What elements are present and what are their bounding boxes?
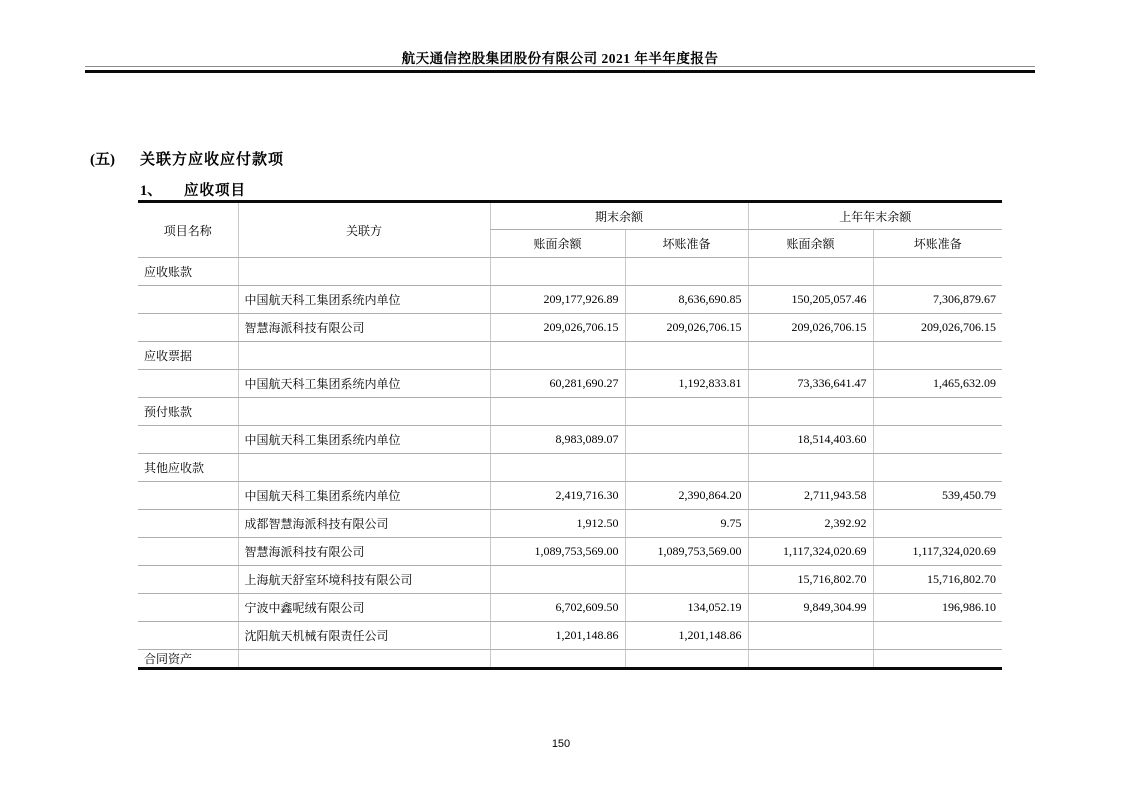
amount-cell [490,566,625,594]
table-header-row-groups [138,202,1002,230]
amount-cell: 1,912.50 [490,510,625,538]
header-item-name: 项目名称 [138,202,238,258]
item-name-cell [138,426,238,454]
amount-cell: 539,450.79 [873,482,1002,510]
header-book-balance-period-end: 账面余额 [490,230,625,258]
amount-cell: 1,192,833.81 [625,370,748,398]
related-party-cell: 智慧海派科技有限公司 [238,538,490,566]
amount-cell: 1,089,753,569.00 [625,538,748,566]
amount-cell [625,454,748,482]
amount-cell: 15,716,802.70 [873,566,1002,594]
item-name-cell [138,566,238,594]
item-name-cell [138,594,238,622]
amount-cell: 1,465,632.09 [873,370,1002,398]
amount-cell: 7,306,879.67 [873,286,1002,314]
amount-cell: 15,716,802.70 [748,566,873,594]
subsection-number: 1、 [140,183,162,199]
related-party-cell: 智慧海派科技有限公司 [238,314,490,342]
related-party-cell: 中国航天科工集团系统内单位 [238,426,490,454]
amount-cell [748,454,873,482]
page-number: 150 [551,738,571,750]
amount-cell [625,566,748,594]
table-row [138,286,1002,314]
amount-cell: 60,281,690.27 [490,370,625,398]
amount-cell: 209,026,706.15 [748,314,873,342]
amount-cell [873,342,1002,370]
table-row [138,482,1002,510]
item-name-cell: 应收票据 [138,342,238,370]
amount-cell [625,258,748,286]
amount-cell: 196,986.10 [873,594,1002,622]
amount-cell: 209,177,926.89 [490,286,625,314]
amount-cell: 1,117,324,020.69 [873,538,1002,566]
related-party-cell: 中国航天科工集团系统内单位 [238,370,490,398]
table-row [138,622,1002,650]
related-party-cell [238,650,490,669]
receivables-table-body [138,258,1002,669]
amount-cell: 1,117,324,020.69 [748,538,873,566]
amount-cell: 18,514,403.60 [748,426,873,454]
amount-cell: 2,711,943.58 [748,482,873,510]
section-number: (五) [90,152,115,168]
receivables-table-head [138,202,1002,258]
related-party-cell [238,454,490,482]
table-row [138,510,1002,538]
amount-cell: 209,026,706.15 [625,314,748,342]
header-bad-debt-prior-year: 坏账准备 [873,230,1002,258]
related-party-cell: 中国航天科工集团系统内单位 [238,286,490,314]
category-row [138,258,1002,286]
table-row [138,314,1002,342]
related-party-cell: 成都智慧海派科技有限公司 [238,510,490,538]
amount-cell: 2,419,716.30 [490,482,625,510]
item-name-cell: 应收账款 [138,258,238,286]
amount-cell: 150,205,057.46 [748,286,873,314]
category-row [138,398,1002,426]
subsection-title: 应收项目 [184,183,246,199]
related-party-cell: 上海航天舒室环境科技有限公司 [238,566,490,594]
amount-cell [873,398,1002,426]
amount-cell: 1,201,148.86 [490,622,625,650]
amount-cell [873,622,1002,650]
item-name-cell [138,538,238,566]
header-prior-year-end-group: 上年年末余额 [748,202,1002,230]
amount-cell [490,650,625,669]
section-title: 关联方应收应付款项 [140,152,285,168]
header-period-end-group: 期末余额 [490,202,748,230]
amount-cell [625,398,748,426]
item-name-cell: 预付账款 [138,398,238,426]
amount-cell [490,454,625,482]
amount-cell: 2,390,864.20 [625,482,748,510]
header-book-balance-prior-year: 账面余额 [748,230,873,258]
amount-cell [625,342,748,370]
report-header-title: 航天通信控股集团股份有限公司 2021 年半年度报告 [401,51,719,66]
item-name-cell [138,370,238,398]
related-party-cell [238,258,490,286]
amount-cell [748,622,873,650]
item-name-cell: 其他应收款 [138,454,238,482]
amount-cell [748,342,873,370]
amount-cell: 209,026,706.15 [490,314,625,342]
amount-cell: 134,052.19 [625,594,748,622]
amount-cell [490,258,625,286]
category-row [138,342,1002,370]
related-party-cell [238,342,490,370]
amount-cell: 2,392.92 [748,510,873,538]
amount-cell: 8,636,690.85 [625,286,748,314]
header-related-party: 关联方 [238,202,490,258]
item-name-cell [138,622,238,650]
amount-cell: 1,201,148.86 [625,622,748,650]
receivables-table [138,200,1002,670]
amount-cell: 9.75 [625,510,748,538]
table-row [138,538,1002,566]
table-row [138,594,1002,622]
amount-cell [490,398,625,426]
header-rule [85,66,1035,73]
table-row [138,566,1002,594]
amount-cell: 73,336,641.47 [748,370,873,398]
related-party-cell: 中国航天科工集团系统内单位 [238,482,490,510]
amount-cell [873,454,1002,482]
category-row [138,650,1002,669]
amount-cell: 8,983,089.07 [490,426,625,454]
amount-cell: 1,089,753,569.00 [490,538,625,566]
item-name-cell [138,510,238,538]
amount-cell [873,426,1002,454]
item-name-cell [138,482,238,510]
header-bad-debt-period-end: 坏账准备 [625,230,748,258]
table-row [138,370,1002,398]
amount-cell [873,258,1002,286]
item-name-cell [138,286,238,314]
related-party-cell: 宁波中鑫呢绒有限公司 [238,594,490,622]
related-party-cell: 沈阳航天机械有限责任公司 [238,622,490,650]
amount-cell [748,258,873,286]
amount-cell [625,426,748,454]
amount-cell: 9,849,304.99 [748,594,873,622]
item-name-cell [138,314,238,342]
related-party-cell [238,398,490,426]
amount-cell [490,342,625,370]
amount-cell [748,650,873,669]
amount-cell [873,510,1002,538]
category-row [138,454,1002,482]
table-row [138,426,1002,454]
item-name-cell: 合同资产 [144,652,193,666]
amount-cell [873,650,1002,669]
amount-cell [748,398,873,426]
amount-cell [625,650,748,669]
amount-cell: 6,702,609.50 [490,594,625,622]
amount-cell: 209,026,706.15 [873,314,1002,342]
